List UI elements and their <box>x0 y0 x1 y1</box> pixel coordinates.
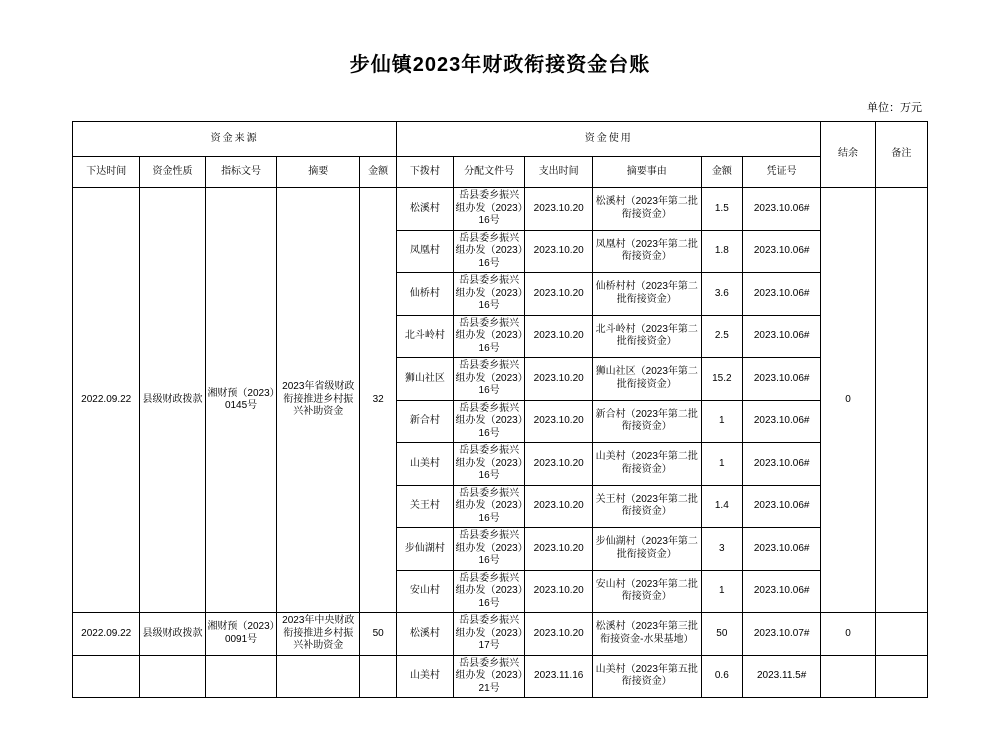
cell-alloc-doc: 岳县委乡振兴组办发（2023）16号 <box>453 400 525 443</box>
cell-fund-nature: 县级财政拨款 <box>140 613 205 656</box>
cell-amount-use: 15.2 <box>701 358 742 401</box>
table-row <box>73 188 928 231</box>
cell-amount-use: 1 <box>701 570 742 613</box>
cell-village: 关王村 <box>397 485 454 528</box>
document-page <box>0 48 1000 754</box>
cell-amount-source: 32 <box>360 188 397 613</box>
column-voucher: 凭证号 <box>743 157 821 188</box>
cell-voucher: 2023.10.06# <box>743 400 821 443</box>
column-summary: 摘要 <box>277 157 360 188</box>
page-title: 步仙镇2023年财政衔接资金台账 <box>349 54 651 76</box>
cell-village: 步仙湖村 <box>397 528 454 571</box>
cell-amount-use: 1.8 <box>701 230 742 273</box>
cell-pay-date: 2023.10.20 <box>525 230 592 273</box>
cell-voucher: 2023.10.06# <box>743 443 821 486</box>
cell-alloc-doc: 岳县委乡振兴组办发（2023）17号 <box>453 613 525 656</box>
unit-note: 单位：万元 <box>867 102 922 114</box>
cell-reason: 关王村（2023年第二批衔接资金） <box>592 485 701 528</box>
cell-doc-number <box>205 655 277 698</box>
cell-amount-use: 2.5 <box>701 315 742 358</box>
cell-note <box>875 613 927 656</box>
cell-voucher: 2023.10.06# <box>743 358 821 401</box>
cell-amount-source: 50 <box>360 613 397 656</box>
cell-pay-date: 2023.10.20 <box>525 358 592 401</box>
cell-pay-date: 2023.11.16 <box>525 655 592 698</box>
cell-fund-nature: 县级财政拨款 <box>140 188 205 613</box>
cell-voucher: 2023.10.06# <box>743 315 821 358</box>
cell-voucher: 2023.10.07# <box>743 613 821 656</box>
cell-reason: 松溪村（2023年第二批衔接资金） <box>592 188 701 231</box>
cell-summary: 2023年省级财政衔接推进乡村振兴补助资金 <box>277 188 360 613</box>
cell-issue-date: 2022.09.22 <box>73 613 140 656</box>
cell-voucher: 2023.10.06# <box>743 188 821 231</box>
cell-issue-date <box>73 655 140 698</box>
cell-alloc-doc: 岳县委乡振兴组办发（2023）21号 <box>453 655 525 698</box>
cell-village: 松溪村 <box>397 613 454 656</box>
cell-pay-date: 2023.10.20 <box>525 443 592 486</box>
table-row <box>73 613 928 656</box>
cell-note <box>875 655 927 698</box>
cell-reason: 安山村（2023年第二批衔接资金） <box>592 570 701 613</box>
group-header-source: 资金来源 <box>73 122 397 157</box>
cell-balance <box>821 655 875 698</box>
group-header-balance: 结余 <box>821 122 875 188</box>
cell-amount-source <box>360 655 397 698</box>
cell-village: 山美村 <box>397 655 454 698</box>
cell-amount-use: 1.5 <box>701 188 742 231</box>
table-body <box>73 188 928 698</box>
cell-balance: 0 <box>821 188 875 613</box>
cell-village: 仙桥村 <box>397 273 454 316</box>
cell-alloc-doc: 岳县委乡振兴组办发（2023）16号 <box>453 358 525 401</box>
cell-reason: 步仙湖村（2023年第二批衔接资金） <box>592 528 701 571</box>
cell-amount-use: 50 <box>701 613 742 656</box>
cell-village: 狮山社区 <box>397 358 454 401</box>
cell-pay-date: 2023.10.20 <box>525 400 592 443</box>
cell-amount-use: 3 <box>701 528 742 571</box>
cell-voucher: 2023.10.06# <box>743 230 821 273</box>
column-alloc-doc: 分配文件号 <box>453 157 525 188</box>
cell-alloc-doc: 岳县委乡振兴组办发（2023）16号 <box>453 315 525 358</box>
cell-amount-use: 0.6 <box>701 655 742 698</box>
cell-pay-date: 2023.10.20 <box>525 613 592 656</box>
cell-alloc-doc: 岳县委乡振兴组办发（2023）16号 <box>453 188 525 231</box>
cell-pay-date: 2023.10.20 <box>525 485 592 528</box>
cell-summary <box>277 655 360 698</box>
cell-voucher: 2023.10.06# <box>743 528 821 571</box>
cell-amount-use: 1 <box>701 400 742 443</box>
cell-voucher: 2023.10.06# <box>743 273 821 316</box>
cell-pay-date: 2023.10.20 <box>525 528 592 571</box>
cell-amount-use: 1 <box>701 443 742 486</box>
cell-alloc-doc: 岳县委乡振兴组办发（2023）16号 <box>453 570 525 613</box>
column-amount-use: 金额 <box>701 157 742 188</box>
cell-alloc-doc: 岳县委乡振兴组办发（2023）16号 <box>453 485 525 528</box>
cell-reason: 山美村（2023年第二批衔接资金） <box>592 443 701 486</box>
column-issue-date: 下达时间 <box>73 157 140 188</box>
column-fund-nature: 资金性质 <box>140 157 205 188</box>
column-amount-source: 金额 <box>360 157 397 188</box>
cell-reason: 北斗岭村（2023年第二批衔接资金） <box>592 315 701 358</box>
cell-pay-date: 2023.10.20 <box>525 273 592 316</box>
column-reason: 摘要事由 <box>592 157 701 188</box>
cell-summary: 2023年中央财政衔接推进乡村振兴补助资金 <box>277 613 360 656</box>
cell-reason: 松溪村（2023年第三批衔接资金-水果基地） <box>592 613 701 656</box>
group-header-note: 备注 <box>875 122 927 188</box>
cell-note <box>875 188 927 613</box>
cell-amount-use: 1.4 <box>701 485 742 528</box>
cell-alloc-doc: 岳县委乡振兴组办发（2023）16号 <box>453 443 525 486</box>
cell-voucher: 2023.10.06# <box>743 570 821 613</box>
cell-pay-date: 2023.10.20 <box>525 188 592 231</box>
ledger-table <box>72 121 928 698</box>
cell-village: 新合村 <box>397 400 454 443</box>
cell-reason: 狮山社区（2023年第二批衔接资金） <box>592 358 701 401</box>
cell-alloc-doc: 岳县委乡振兴组办发（2023）16号 <box>453 273 525 316</box>
cell-fund-nature <box>140 655 205 698</box>
group-header-usage: 资金使用 <box>397 122 821 157</box>
table-group-header-row <box>73 122 928 157</box>
cell-voucher: 2023.10.06# <box>743 485 821 528</box>
cell-pay-date: 2023.10.20 <box>525 315 592 358</box>
cell-doc-number: 湘财预（2023）0145号 <box>205 188 277 613</box>
cell-pay-date: 2023.10.20 <box>525 570 592 613</box>
table-row <box>73 655 928 698</box>
cell-issue-date: 2022.09.22 <box>73 188 140 613</box>
column-doc-number: 指标文号 <box>205 157 277 188</box>
cell-reason: 山美村（2023年第五批衔接资金） <box>592 655 701 698</box>
cell-village: 凤凰村 <box>397 230 454 273</box>
cell-alloc-doc: 岳县委乡振兴组办发（2023）16号 <box>453 528 525 571</box>
cell-reason: 仙桥村村（2023年第二批衔接资金） <box>592 273 701 316</box>
cell-village: 山美村 <box>397 443 454 486</box>
column-village: 下拨村 <box>397 157 454 188</box>
cell-reason: 新合村（2023年第二批衔接资金） <box>592 400 701 443</box>
cell-amount-use: 3.6 <box>701 273 742 316</box>
column-pay-date: 支出时间 <box>525 157 592 188</box>
cell-reason: 凤凰村（2023年第二批衔接资金） <box>592 230 701 273</box>
cell-balance: 0 <box>821 613 875 656</box>
cell-voucher: 2023.11.5# <box>743 655 821 698</box>
cell-village: 松溪村 <box>397 188 454 231</box>
cell-alloc-doc: 岳县委乡振兴组办发（2023）16号 <box>453 230 525 273</box>
cell-doc-number: 湘财预（2023）0091号 <box>205 613 277 656</box>
table-column-header-row <box>73 157 928 188</box>
cell-village: 北斗岭村 <box>397 315 454 358</box>
cell-village: 安山村 <box>397 570 454 613</box>
